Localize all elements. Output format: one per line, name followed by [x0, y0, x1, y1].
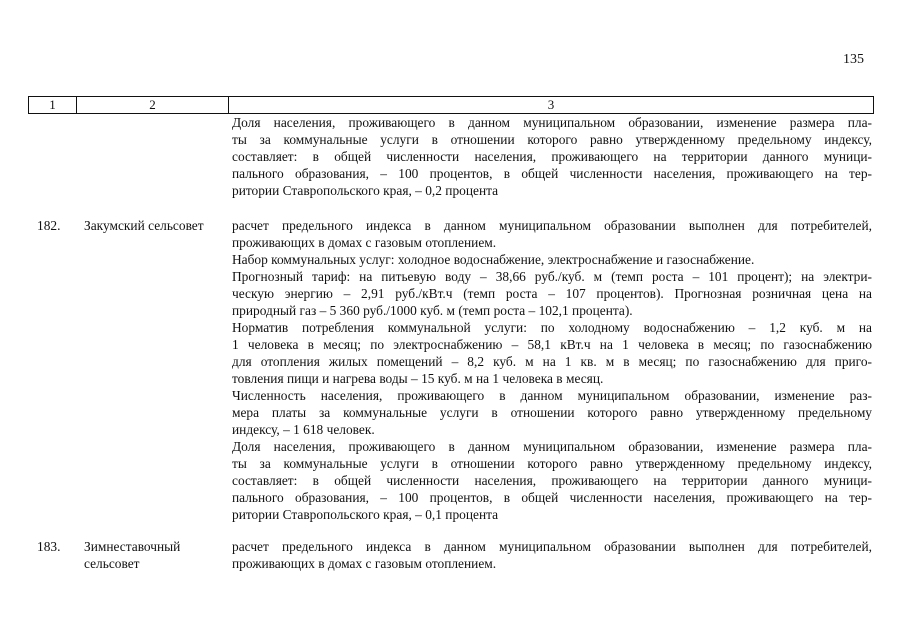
text-line: составляет: в общей численности населения, проживающего на территории данного муници-	[232, 149, 872, 164]
entry-description-183	[232, 538, 872, 572]
text-line: составляет: в общей численности населения, проживающего на территории данного муници-	[232, 473, 872, 488]
text-line: Норматив потребления коммунальной услуги: по холодному водоснабжению – 1,2 куб. м на	[232, 320, 872, 335]
text-line: ритории Ставропольского края, – 0,1 процента	[232, 507, 499, 522]
text-line: Доля населения, проживающего в данном муниципальном образовании, изменение размера пла-	[232, 115, 872, 130]
entry-number-182: 182.	[37, 218, 61, 233]
text-line: товления пищи и нагрева воды – 15 куб. м на 1 человека в месяц.	[232, 371, 604, 386]
text-line: 1 человека в месяц; по электроснабжению – 58,1 кВт.ч на 1 человека в месяц; по газоснабжению	[232, 337, 872, 352]
table-header-row	[28, 96, 874, 114]
continuation-paragraph	[232, 114, 872, 199]
text-line: проживающих в домах с газовым отоплением.	[232, 556, 497, 571]
text-line: пального образования, – 100 процентов, в общей численности населения, проживающего на тер-	[232, 490, 872, 505]
text-line: Доля населения, проживающего в данном муниципальном образовании, изменение размера пла-	[232, 439, 872, 454]
text-line: Набор коммунальных услуг: холодное водоснабжение, электроснабжение и газоснабжение.	[232, 252, 755, 267]
text-line: расчет предельного индекса в данном муниципальном образовании выполнен для потребителей,	[232, 218, 872, 233]
entry-name-line: сельсовет	[84, 556, 140, 571]
text-line: ты за коммунальные услуги в отношении которого равно утвержденному предельному индексу,	[232, 456, 872, 471]
text-line: индексу, – 1 618 человек.	[232, 422, 375, 437]
text-line: для отопления жилых помещений – 8,2 куб. м на 1 кв. м в месяц; по газоснабжению для приго-	[232, 354, 872, 369]
column-header-2: 2	[77, 97, 229, 113]
entry-name-183	[84, 538, 224, 572]
entry-description-182	[232, 217, 872, 523]
text-line: пального образования, – 100 процентов, в общей численности населения, проживающего на тер-	[232, 166, 872, 181]
column-header-3: 3	[547, 97, 555, 112]
text-line: природный газ – 5 360 руб./1000 куб. м (темп роста – 102,1 процента).	[232, 303, 633, 318]
text-line: ты за коммунальные услуги в отношении которого равно утвержденному предельному индексу,	[232, 132, 872, 147]
text-line: Численность населения, проживающего в данном муниципальном образовании, изменение раз-	[232, 388, 872, 403]
page-number: 135	[843, 52, 864, 67]
text-line: проживающих в домах с газовым отоплением.	[232, 235, 497, 250]
text-line: ритории Ставропольского края, – 0,2 процента	[232, 183, 499, 198]
entry-name-182: Закумский сельсовет	[84, 218, 204, 233]
text-line: расчет предельного индекса в данном муниципальном образовании выполнен для потребителей,	[232, 539, 872, 554]
entry-name-line: Зимнеставочный	[84, 539, 181, 554]
entry-number-183: 183.	[37, 539, 61, 554]
text-line: ческую энергию – 2,91 руб./кВт.ч (темп роста – 107 процентов). Прогнозная розничная цена на	[232, 286, 872, 301]
text-line: мера платы за коммунальные услуги в отношении которого равно утвержденному предельному	[232, 405, 872, 420]
column-header-1: 1	[29, 97, 77, 113]
text-line: Прогнозный тариф: на питьевую воду – 38,66 руб./куб. м (темп роста – 101 процент); на электри-	[232, 269, 872, 284]
